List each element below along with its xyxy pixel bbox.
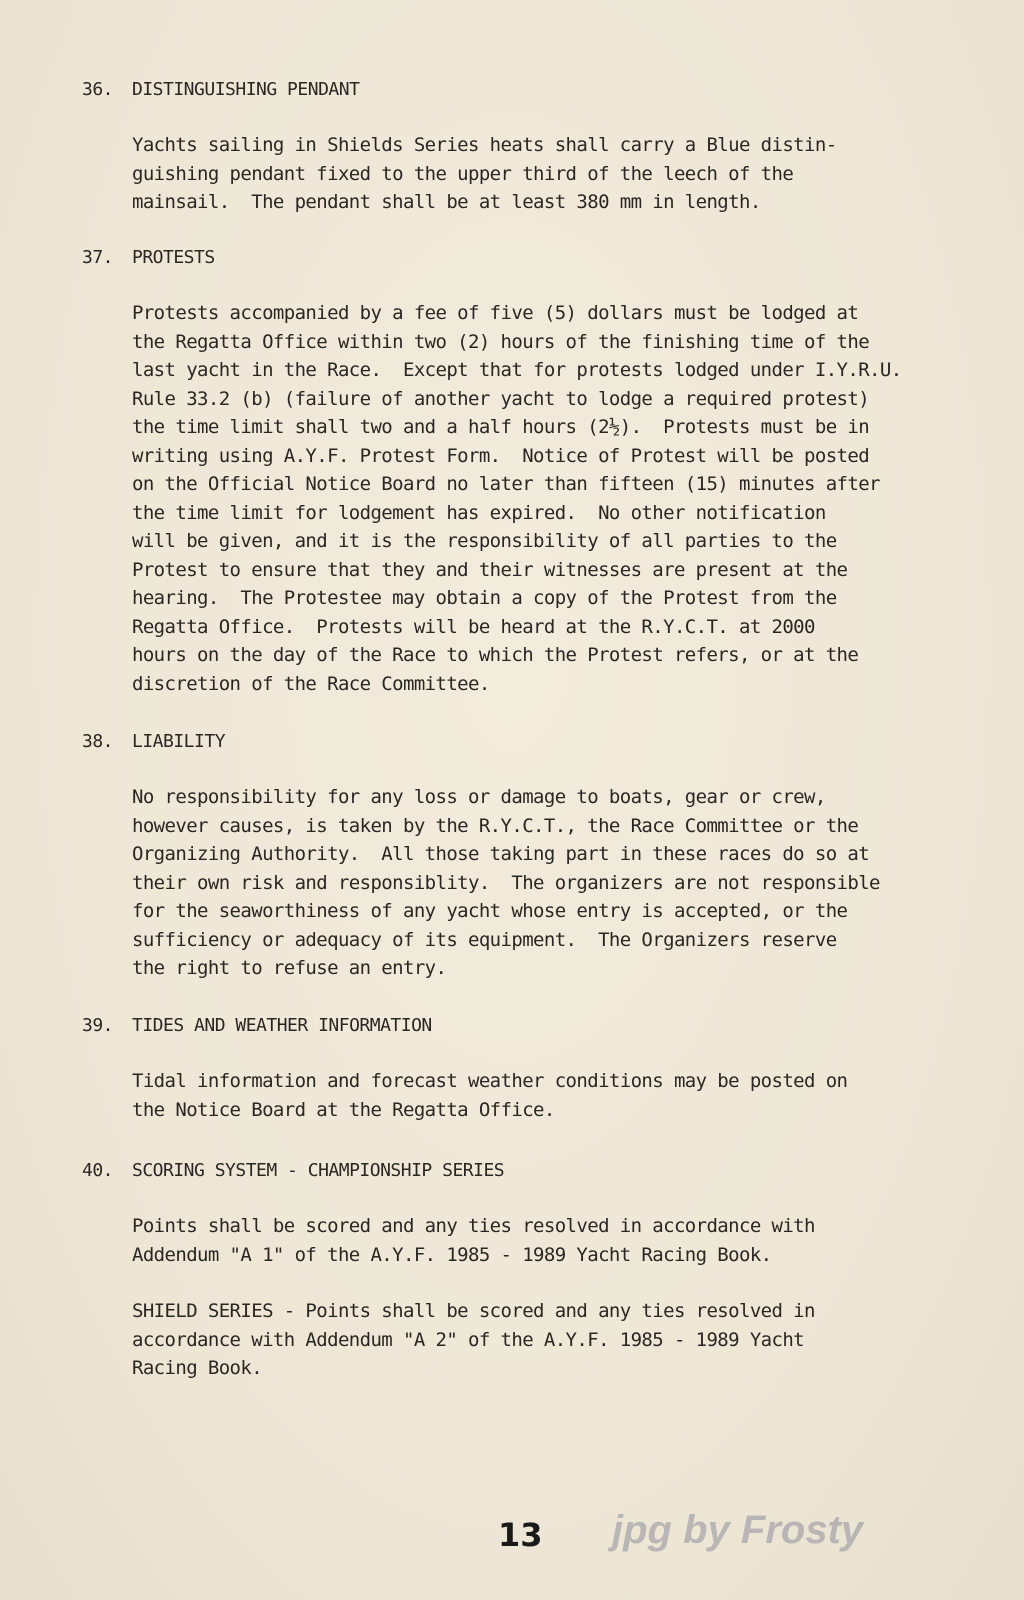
paragraph-line: last yacht in the Race. Except that for protests lodged under I.Y.R.U. (132, 359, 902, 381)
paragraph-line: Points shall be scored and any ties resolved in accordance with (132, 1215, 815, 1237)
paragraph-line: writing using A.Y.F. Protest Form. Notice of Protest will be posted (132, 444, 870, 467)
paragraph-line: mainsail. The pendant shall be at least 380 mm in length. (132, 191, 761, 213)
section-number: 38. (82, 731, 114, 752)
paragraph-line: will be given, and it is the responsibility of all parties to the (132, 530, 837, 552)
paragraph-line: discretion of the Race Committee. (132, 672, 490, 695)
paragraph-line: Protests accompanied by a fee of five (5) dollars must be lodged at (132, 302, 859, 324)
paragraph-line: Racing Book. (132, 1357, 263, 1379)
paragraph-line: hearing. The Protestee may obtain a copy of the Protest from the (132, 587, 837, 609)
section-title: DISTINGUISHING PENDANT (132, 79, 360, 100)
paragraph-line: their own risk and responsiblity. The organizers are not responsible (132, 871, 880, 894)
section-39 (82, 1012, 982, 1124)
section-paragraph (132, 131, 982, 217)
section-paragraph (132, 299, 982, 698)
section-heading (82, 728, 982, 756)
section-number: 40. (82, 1160, 114, 1181)
section-number: 39. (82, 1015, 114, 1036)
section-paragraph (132, 1067, 982, 1124)
paragraph-line: SHIELD SERIES - Points shall be scored and any ties resolved in (132, 1300, 815, 1322)
paragraph-line: guishing pendant fixed to the upper third of the leech of the (132, 162, 794, 185)
paragraph-line: Regatta Office. Protests will be heard at the R.Y.C.T. at 2000 (132, 615, 815, 638)
paragraph-line: sufficiency or adequacy of its equipment. The Organizers reserve (132, 928, 837, 951)
watermark: jpg by Frosty (612, 1508, 864, 1552)
section-paragraph (132, 1212, 982, 1269)
section-number: 36. (82, 79, 114, 100)
section-title: SCORING SYSTEM - CHAMPIONSHIP SERIES (132, 1160, 505, 1181)
paragraph-line: the Regatta Office within two (2) hours of the finishing time of the (132, 330, 870, 353)
paragraph-line: accordance with Addendum "A 2" of the A.Y.F. 1985 - 1989 Yacht (132, 1328, 805, 1351)
paragraph-line: Addendum "A 1" of the A.Y.F. 1985 - 1989 Yacht Racing Book. (132, 1243, 772, 1266)
paragraph-line: Organizing Authority. All those taking part in these races do so at (132, 843, 870, 865)
paragraph-line: the right to refuse an entry. (132, 957, 447, 979)
section-title: PROTESTS (132, 247, 215, 268)
section-paragraph (132, 783, 982, 983)
section-36 (82, 76, 982, 217)
page-number: 13 (498, 1516, 543, 1554)
paragraph-line: the time limit for lodgement has expired. No other notification (132, 501, 826, 524)
section-40 (82, 1157, 982, 1383)
section-37 (82, 244, 982, 698)
paragraph-line: for the seaworthiness of any yacht whose entry is accepted, or the (132, 900, 848, 922)
paragraph-line: Yachts sailing in Shields Series heats shall carry a Blue distin- (132, 134, 837, 156)
paragraph-line: on the Official Notice Board no later than fifteen (15) minutes after (132, 473, 880, 495)
paragraph-line: however causes, is taken by the R.Y.C.T., the Race Committee or the (132, 814, 859, 837)
paragraph-line: No responsibility for any loss or damage to boats, gear or crew, (132, 786, 826, 808)
section-38 (82, 728, 982, 983)
paragraph-line: Rule 33.2 (b) (failure of another yacht to lodge a required protest) (132, 387, 870, 410)
paragraph-line: Tidal information and forecast weather conditions may be posted on (132, 1070, 848, 1092)
section-title: LIABILITY (132, 731, 226, 752)
paragraph-line: the Notice Board at the Regatta Office. (132, 1098, 555, 1121)
section-heading (82, 1157, 982, 1185)
paragraph-line: hours on the day of the Race to which the Protest refers, or at the (132, 644, 859, 666)
section-heading (82, 76, 982, 104)
paragraph-line: the time limit shall two and a half hours (2½). Protests must be in (132, 416, 870, 438)
section-heading (82, 244, 982, 272)
section-heading (82, 1012, 982, 1040)
section-number: 37. (82, 247, 114, 268)
section-title: TIDES AND WEATHER INFORMATION (132, 1015, 432, 1036)
section-paragraph (132, 1297, 982, 1383)
paragraph-line: Protest to ensure that they and their witnesses are present at the (132, 558, 848, 581)
